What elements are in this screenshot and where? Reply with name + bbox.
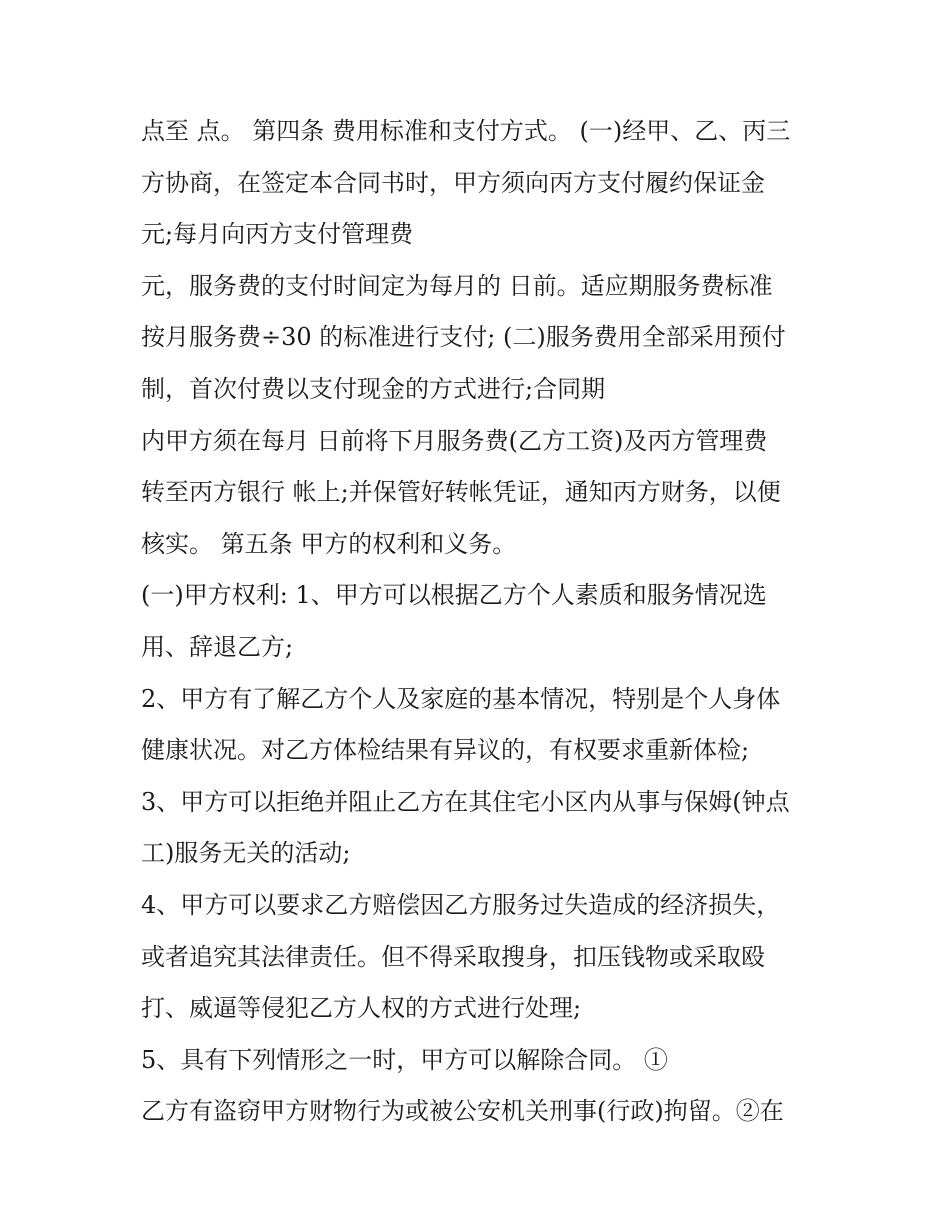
text-line: 3、甲方可以拒绝并阻止乙方在其住宅小区内从事与保姆(钟点 [141, 787, 790, 816]
text-line: 5、具有下列情形之一时，甲方可以解除合同。 ① [141, 1045, 668, 1074]
text-line: 工)服务无关的活动; [141, 839, 351, 868]
text-line: 打、威逼等侵犯乙方人权的方式进行处理; [141, 994, 582, 1023]
text-line: 元，服务费的支付时间定为每月的 日前。适应期服务费标准 [141, 271, 773, 300]
text-line: 方协商，在签定本合同书时，甲方须向丙方支付履约保证金 [141, 168, 765, 197]
text-line: 用、辞退乙方; [141, 632, 294, 661]
text-line: 内甲方须在每月 日前将下月服务费(乙方工资)及丙方管理费 [141, 426, 768, 455]
text-line: 元;每月向丙方支付管理费 [141, 220, 414, 249]
text-line: 按月服务费÷30 的标准进行支付; (二)服务费用全部采用预付 [141, 323, 786, 352]
text-line: (一)甲方权利: 1、甲方可以根据乙方个人素质和服务情况选 [141, 581, 767, 610]
text-line: 制，首次付费以支付现金的方式进行;合同期 [141, 374, 606, 403]
contract-text [141, 106, 821, 1138]
text-line: 4、甲方可以要求乙方赔偿因乙方服务过失造成的经济损失， [141, 890, 781, 919]
text-line: 或者追究其法律责任。但不得采取搜身，扣压钱物或采取殴 [141, 942, 765, 971]
text-line: 转至丙方银行 帐上;并保管好转帐凭证，通知丙方财务，以便 [141, 478, 781, 507]
text-line: 点至 点。 第四条 费用标准和支付方式。 (一)经甲、乙、丙三 [141, 117, 791, 145]
text-line: 乙方有盗窃甲方财物行为或被公安机关刑事(行政)拘留。②在 [141, 1097, 784, 1126]
text-line: 2、甲方有了解乙方个人及家庭的基本情况，特别是个人身体 [141, 684, 781, 713]
text-line: 核实。 第五条 甲方的权利和义务。 [141, 529, 517, 558]
text-line: 健康状况。对乙方体检结果有异议的，有权要求重新体检; [141, 736, 750, 765]
